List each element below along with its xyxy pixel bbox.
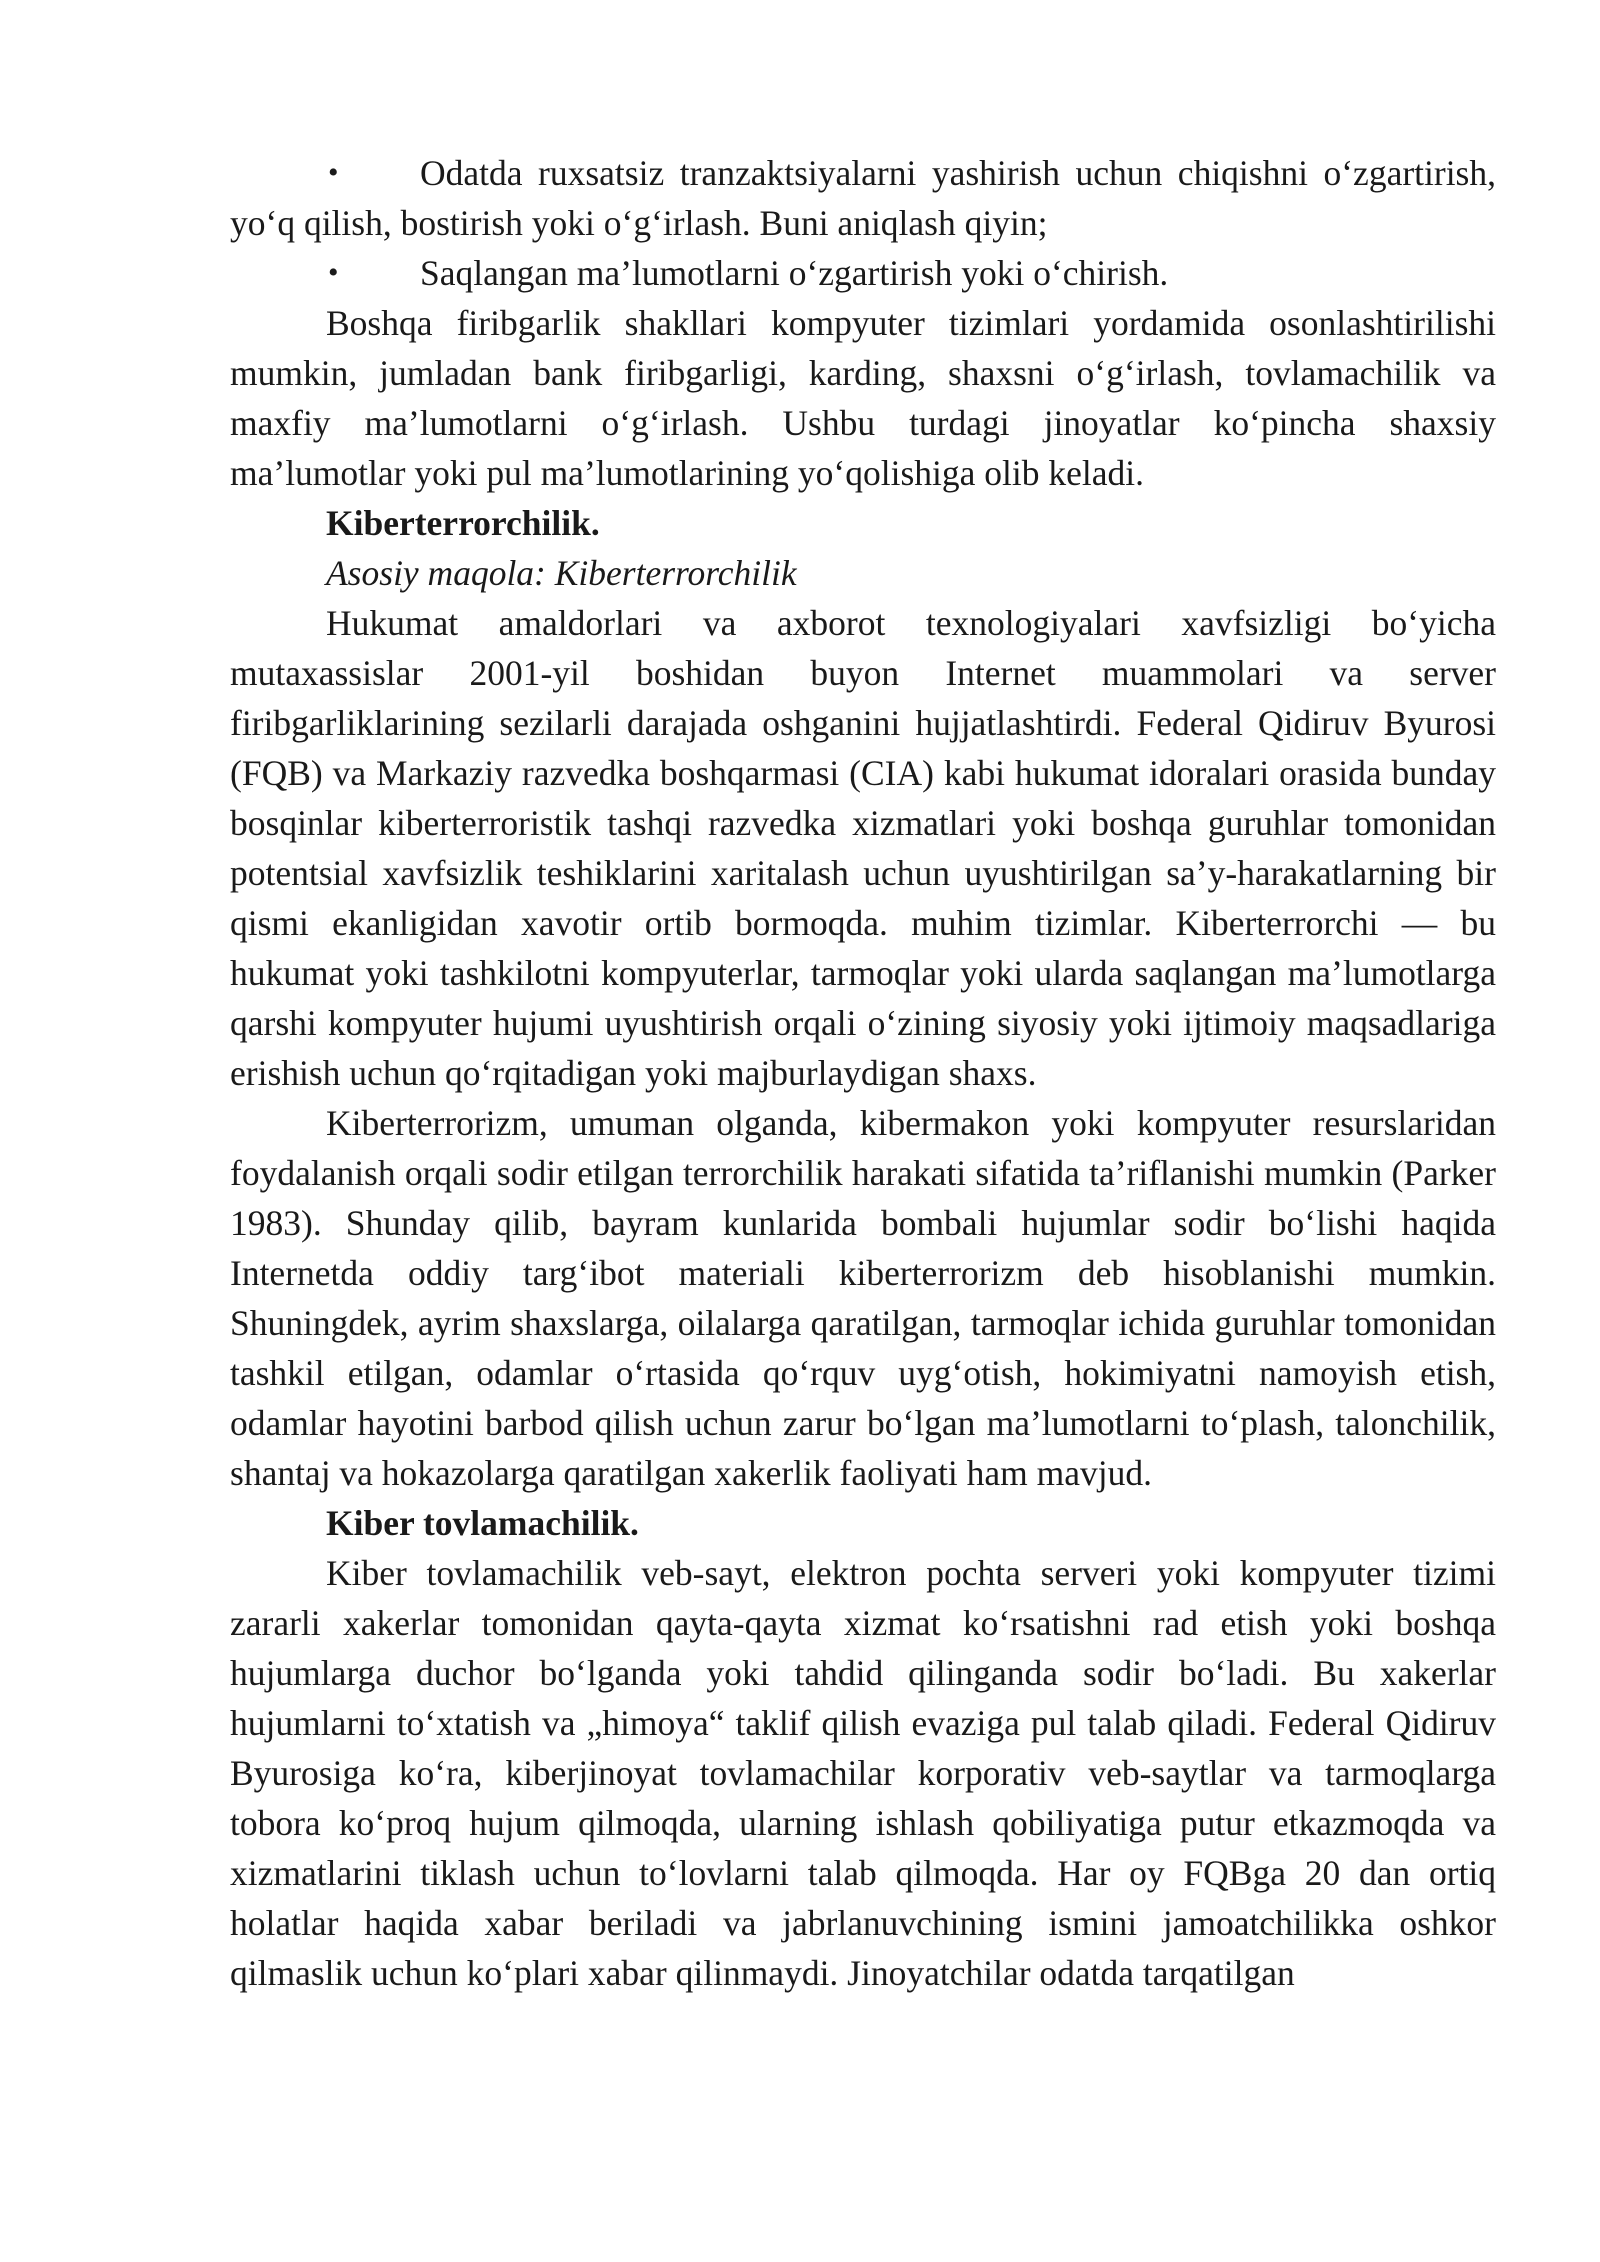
paragraph-fraud: Boshqa firibgarlik shakllari kompyuter tizimlari yordamida osonlashtirilishi mumkin, jumladan bank firibgarligi, karding, shaxsni o‘g‘irlash, tovlamachilik va maxfiy ma’lumotlarni o‘g‘irlash. Ushbu turdagi jinoyatlar ko‘pincha shaxsiy ma’lumotlar yoki pul ma’lumotlarining yo‘qolishiga olib keladi. [230,303,1496,493]
paragraph-cyberterrorism-2: Kiberterrorizm, umuman olganda, kibermakon yoki kompyuter resurslaridan foydalanish orqali sodir etilgan terrorchilik harakati sifatida ta’riflanishi mumkin (Parker 1983). Shunday qilib, bayram kunlarida bombali hujumlar sodir bo‘lishi haqida Internetda oddiy targ‘ibot materiali kiberterrorizm deb hisoblanishi mumkin. Shuningdek, ayrim shaxslarga, oilalarga qaratilgan, tarmoqlar ichida guruhlar tomonidan tashkil etilgan, odamlar o‘rtasida qo‘rquv uyg‘otish, hokimiyatni namoyish etish, odamlar hayotini barbod qilish uchun zarur bo‘lgan ma’lumotlarni to‘plash, talonchilik, shantaj va hokazolarga qaratilgan xakerlik faoliyati ham mavjud. [230,1103,1496,1493]
paragraph-cyber-extortion: Kiber tovlamachilik veb-sayt, elektron pochta serveri yoki kompyuter tizimi zararli xakerlar tomonidan qayta-qayta xizmat ko‘rsatishni rad etish yoki boshqa hujumlarga duchor bo‘lganda yoki tahdid qilinganda sodir bo‘ladi. Bu xakerlar hujumlarni to‘xtatish va „himoya“ taklif qilish evaziga pul talab qiladi. Federal Qidiruv Byurosiga ko‘ra, kiberjinoyat tovlamachilar korporativ veb-saytlar va tarmoqlarga tobora ko‘proq hujum qilmoqda, ularning ishlash qobiliyatiga putur etkazmoqda va xizmatlarini tiklash uchun to‘lovlarni talab qilmoqda. Har oy FQBga 20 dan ortiq holatlar haqida xabar beriladi va jabrlanuvchining ismini jamoatchilikka oshkor qilmaslik uchun ko‘plari xabar qilinmaydi. Jinoyatchilar odatda tarqatilgan [230,1553,1496,1993]
bullet-item [230,248,1496,298]
bullet-symbol: • [328,256,339,289]
bullet-text: Odatda ruxsatsiz tranzaktsiyalarni yashirish uchun chiqishni o‘zgartirish, yo‘q qilish, bostirish yoki o‘g‘irlash. Buni aniqlash qiyin; [230,153,1496,243]
main-article-note: Asosiy maqola: Kiberterrorchilik [326,553,797,593]
paragraph-cyberterrorism-1: Hukumat amaldorlari va axborot texnologiyalari xavfsizligi bo‘yicha mutaxassislar 2001-yil boshidan buyon Internet muammolari va server firibgarliklarining sezilarli darajada oshganini hujjatlashtirdi. Federal Qidiruv Byurosi (FQB) va Markaziy razvedka boshqarmasi (CIA) kabi hukumat idoralari orasida bunday bosqinlar kiberterroristik tashqi razvedka xizmatlari yoki boshqa guruhlar tomonidan potentsial xavfsizlik teshiklarini xaritalash uchun uyushtirilgan sa’y-harakatlarning bir qismi ekanligidan xavotir ortib bormoqda. muhim tizimlar. Kiberterrorchi — bu hukumat yoki tashkilotni kompyuterlar, tarmoqlar yoki ularda saqlangan ma’lumotlarga qarshi kompyuter hujumi uyushtirish orqali o‘zining siyosiy yoki ijtimoiy maqsadlariga erishish uchun qo‘rqitadigan yoki majburlaydigan shaxs. [230,603,1496,1093]
section-heading-cyberterrorism: Kiberterrorchilik. [326,503,600,543]
bullet-symbol: • [328,156,339,189]
bullet-text: Saqlangan ma’lumotlarni o‘zgartirish yoki o‘chirish. [420,253,1169,293]
document-page [230,148,1496,1998]
bullet-item [230,148,1496,248]
section-heading-cyber-extortion: Kiber tovlamachilik. [326,1503,639,1543]
